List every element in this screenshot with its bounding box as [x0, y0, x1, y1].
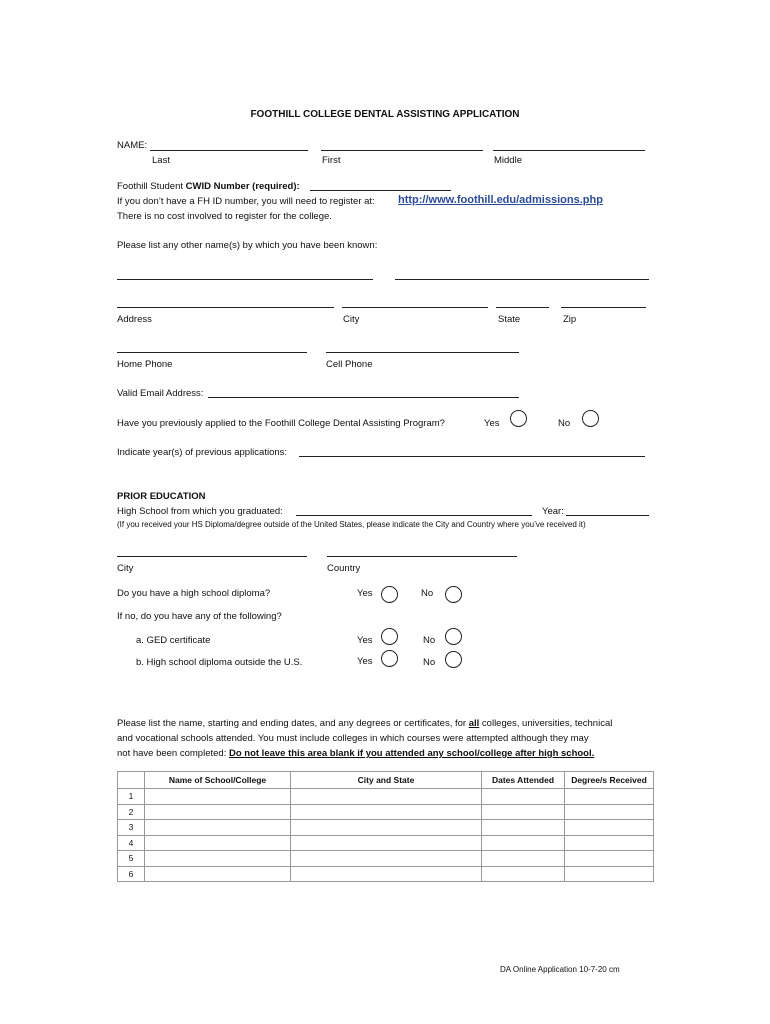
email-label: Valid Email Address:: [117, 388, 204, 399]
col-dates-header: Dates Attended: [482, 772, 565, 789]
city-state-cell[interactable]: [291, 866, 482, 882]
first-caption: First: [322, 155, 341, 166]
home-phone-field[interactable]: [117, 352, 307, 353]
foreign-no-label: No: [423, 657, 436, 668]
col-city-state-header: City and State: [291, 772, 482, 789]
address-caption: Address: [117, 314, 152, 325]
previous-no-label: No: [558, 418, 571, 429]
cwid-prefix: Foothill Student: [117, 181, 186, 192]
city-state-cell[interactable]: [291, 851, 482, 867]
diploma-no-label: No: [421, 588, 434, 599]
address-field[interactable]: [117, 307, 334, 308]
last-name-field[interactable]: [150, 150, 308, 151]
foreign-diploma-label: b. High school diploma outside the U.S.: [136, 657, 303, 668]
table-row: [118, 851, 654, 867]
colleges-instructions-line-2: and vocational schools attended. You must include colleges in which courses were attempted although they may: [117, 733, 589, 744]
table-row: [118, 789, 654, 805]
table-header-row: [118, 772, 654, 789]
school-cell[interactable]: [145, 820, 291, 836]
hs-country-caption: Country: [327, 563, 361, 574]
school-cell[interactable]: [145, 835, 291, 851]
city-caption: City: [343, 314, 360, 325]
zip-field[interactable]: [561, 307, 646, 308]
footer-text: DA Online Application 10-7-20 cm: [500, 965, 620, 974]
row-number: 6: [118, 866, 145, 882]
cwid-label: [117, 181, 300, 192]
dates-cell[interactable]: [482, 866, 565, 882]
col-number-header: [118, 772, 145, 789]
row-number: 3: [118, 820, 145, 836]
row-number: 5: [118, 851, 145, 867]
school-cell[interactable]: [145, 789, 291, 805]
ged-no-label: No: [423, 635, 436, 646]
colleges-instructions-line-3: [117, 748, 594, 759]
dates-cell[interactable]: [482, 851, 565, 867]
previous-yes-label: Yes: [484, 418, 500, 429]
colleges-warning: Do not leave this area blank if you attended any school/college after high school.: [228, 748, 595, 759]
city-field[interactable]: [342, 307, 488, 308]
hs-country-field[interactable]: [327, 556, 517, 557]
if-no-text: If no, do you have any of the following?: [117, 611, 282, 622]
city-state-cell[interactable]: [291, 820, 482, 836]
other-name-field-1[interactable]: [117, 279, 373, 280]
admissions-link[interactable]: http://www.foothill.edu/admissions.php: [398, 194, 603, 206]
register-text: If you don’t have a FH ID number, you will need to register at:: [117, 196, 375, 207]
name-label: NAME:: [117, 140, 148, 151]
dates-cell[interactable]: [482, 804, 565, 820]
colleges-text-c: not have been completed:: [117, 748, 229, 759]
ged-no-radio[interactable]: [445, 628, 462, 645]
diploma-question: Do you have a high school diploma?: [117, 588, 271, 599]
degrees-cell[interactable]: [565, 835, 654, 851]
degrees-cell[interactable]: [565, 851, 654, 867]
diploma-yes-radio[interactable]: [381, 586, 398, 603]
degrees-cell[interactable]: [565, 820, 654, 836]
city-state-cell[interactable]: [291, 789, 482, 805]
table-row: [118, 820, 654, 836]
year-label: Year:: [542, 506, 564, 517]
school-cell[interactable]: [145, 804, 291, 820]
table-row: [118, 835, 654, 851]
table-row: [118, 866, 654, 882]
degrees-cell[interactable]: [565, 789, 654, 805]
hs-city-caption: City: [117, 563, 134, 574]
col-school-header: Name of School/College: [145, 772, 291, 789]
dates-cell[interactable]: [482, 835, 565, 851]
colleges-text-b: colleges, universities, technical: [479, 718, 613, 729]
no-cost-text: There is no cost involved to register for the college.: [117, 211, 332, 222]
high-school-field[interactable]: [296, 515, 532, 516]
city-state-cell[interactable]: [291, 835, 482, 851]
foreign-yes-label: Yes: [357, 656, 373, 667]
middle-caption: Middle: [494, 155, 522, 166]
dates-cell[interactable]: [482, 789, 565, 805]
previous-question: Have you previously applied to the Foothill College Dental Assisting Program?: [117, 418, 445, 429]
cwid-required: CWID Number (required):: [185, 181, 300, 192]
colleges-instructions-line-1: [117, 718, 612, 729]
ged-label: a. GED certificate: [136, 635, 211, 646]
previous-no-radio[interactable]: [582, 410, 599, 427]
last-caption: Last: [152, 155, 170, 166]
school-cell[interactable]: [145, 866, 291, 882]
degrees-cell[interactable]: [565, 804, 654, 820]
prior-education-heading: PRIOR EDUCATION: [117, 491, 206, 502]
table-row: [118, 804, 654, 820]
ged-yes-label: Yes: [357, 635, 373, 646]
school-cell[interactable]: [145, 851, 291, 867]
row-number: 4: [118, 835, 145, 851]
hs-city-field[interactable]: [117, 556, 307, 557]
cell-phone-caption: Cell Phone: [326, 359, 373, 370]
col-degrees-header: Degree/s Received: [565, 772, 654, 789]
foreign-yes-radio[interactable]: [381, 650, 398, 667]
home-phone-caption: Home Phone: [117, 359, 173, 370]
high-school-label: High School from which you graduated:: [117, 506, 283, 517]
colleges-text-all: all: [468, 718, 480, 729]
years-field[interactable]: [299, 456, 645, 457]
years-label: Indicate year(s) of previous applications:: [117, 447, 288, 458]
diploma-no-radio[interactable]: [445, 586, 462, 603]
colleges-text-a: Please list the name, starting and ending dates, and any degrees or certificates, for: [117, 718, 469, 729]
row-number: 1: [118, 789, 145, 805]
row-number: 2: [118, 804, 145, 820]
zip-caption: Zip: [563, 314, 577, 325]
page-title: FOOTHILL COLLEGE DENTAL ASSISTING APPLICATION: [250, 109, 520, 120]
email-field[interactable]: [208, 397, 519, 398]
cell-phone-field[interactable]: [326, 352, 519, 353]
other-name-field-2[interactable]: [395, 279, 649, 280]
previous-yes-radio[interactable]: [510, 410, 527, 427]
state-field[interactable]: [496, 307, 549, 308]
other-names-label: Please list any other name(s) by which you have been known:: [117, 240, 378, 251]
ged-yes-radio[interactable]: [381, 628, 398, 645]
city-state-cell[interactable]: [291, 804, 482, 820]
foreign-no-radio[interactable]: [445, 651, 462, 668]
cwid-field[interactable]: [310, 190, 451, 191]
middle-name-field[interactable]: [493, 150, 645, 151]
diploma-note: (If you received your HS Diploma/degree outside of the United States, please indicate the City and Country where you’ve received it): [117, 520, 586, 529]
degrees-cell[interactable]: [565, 866, 654, 882]
dates-cell[interactable]: [482, 820, 565, 836]
first-name-field[interactable]: [321, 150, 483, 151]
colleges-table: [117, 771, 654, 882]
year-field[interactable]: [566, 515, 649, 516]
diploma-yes-label: Yes: [357, 588, 373, 599]
state-caption: State: [498, 314, 521, 325]
